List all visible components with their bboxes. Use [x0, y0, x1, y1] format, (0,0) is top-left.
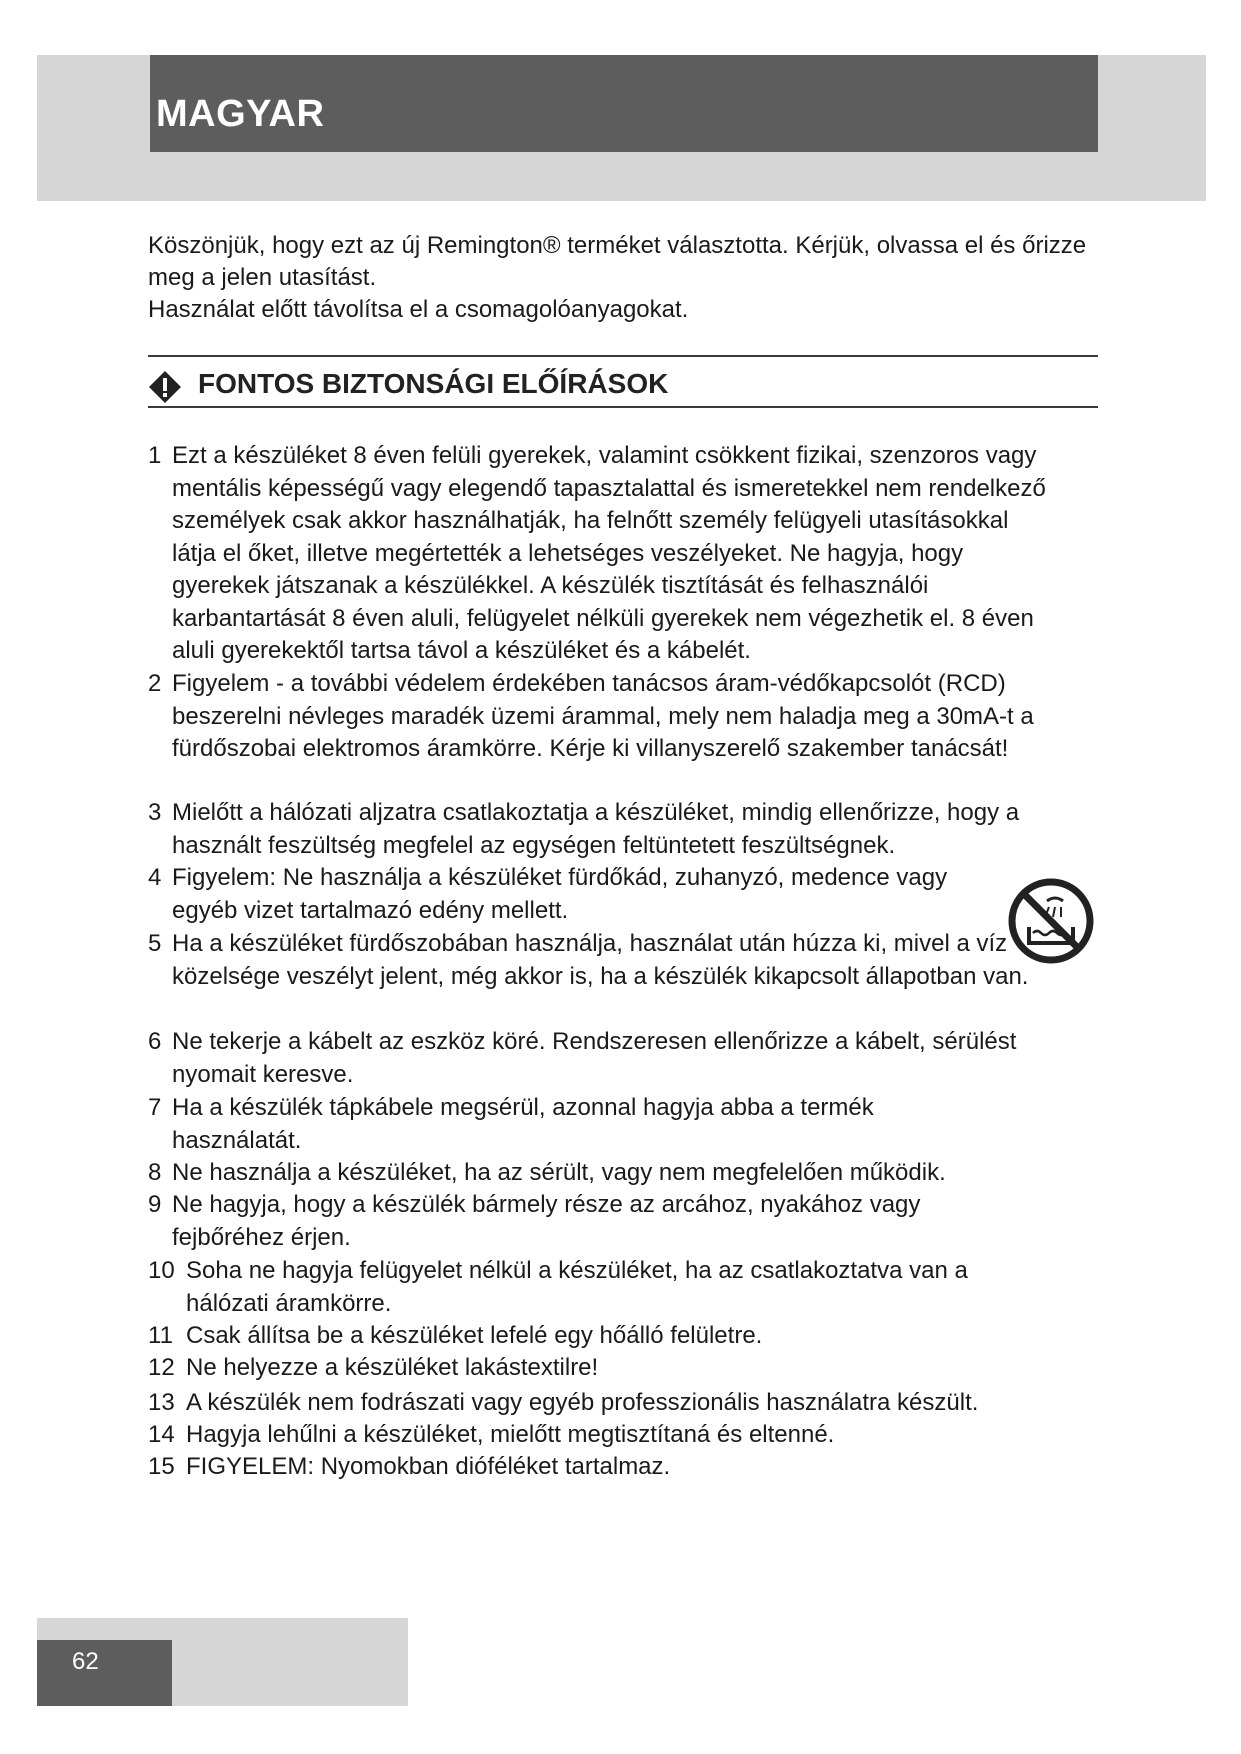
page-title: MAGYAR	[156, 93, 325, 135]
section-top-rule	[148, 355, 1098, 357]
section-title: FONTOS BIZTONSÁGI ELŐÍRÁSOK	[198, 368, 669, 399]
list-item: 11 Csak állítsa be a készüléket lefelé egy hőálló felületre.	[148, 1322, 763, 1349]
list-item: 6 Ne tekerje a kábelt az eszköz köré. Rendszeresen ellenőrizze a kábelt, sérülést nyomait keresve.	[148, 1028, 1017, 1088]
list-item: 13 A készülék nem fodrászati vagy egyéb professzionális használatra készült.	[148, 1389, 979, 1416]
list-item: 14 Hagyja lehűlni a készüléket, mielőtt megtisztítaná és eltenné.	[148, 1421, 835, 1448]
list-item: 10 Soha ne hagyja felügyelet nélkül a készüléket, ha az csatlakoztatva van a hálózati áramkörre.	[148, 1257, 968, 1317]
intro-text	[148, 230, 1088, 326]
list-item: 9 Ne hagyja, hogy a készülék bármely része az arcához, nyakához vagy fejbőréhez érjen.	[148, 1191, 921, 1251]
no-water-warning-icon	[1007, 877, 1095, 965]
intro-line-1: Köszönjük, hogy ezt az új Remington® terméket választotta. Kérjük, olvassa el és őrizze meg a jelen utasítást.	[148, 232, 1087, 291]
list-item: 3 Mielőtt a hálózati aljzatra csatlakoztatja a készüléket, mindig ellenőrizze, hogy a használt feszültség megfelel az egységen feltüntetett feszültségnek.	[148, 799, 1020, 859]
footer-box	[37, 1640, 172, 1706]
list-item: 7 Ha a készülék tápkábele megsérül, azonnal hagyja abba a termék használatát.	[148, 1094, 874, 1154]
warning-diamond-icon	[148, 370, 182, 404]
list-item: 1 Ezt a készüléket 8 éven felüli gyerekek, valamint csökkent fizikai, szenzoros vagy mentális képességű vagy elegendő tapasztalattal és ismeretekkel nem rendelkező személyek csak akkor használhatják, ha felnőtt személy felügyeli utasításokkal látja el őket, illetve megértették a lehetséges veszélyeket. Ne hagyja, hogy gyerekek játszanak a készülékkel. A készülék tisztítását és felhasználói karbantartását 8 éven aluli, felügyelet nélküli gyerekek nem végezhetik el. 8 éven aluli gyerekektől tartsa távol a készüléket és a kábelét.	[148, 442, 1046, 664]
section-bottom-rule	[148, 406, 1098, 408]
list-item: 8 Ne használja a készüléket, ha az sérült, vagy nem megfelelően működik.	[148, 1159, 946, 1186]
list-item: 4 Figyelem: Ne használja a készüléket fürdőkád, zuhanyzó, medence vagy egyéb vizet tartalmazó edény mellett.	[148, 864, 948, 924]
list-item: 12 Ne helyezze a készüléket lakástextilre!	[148, 1354, 599, 1381]
intro-line-2: Használat előtt távolítsa el a csomagolóanyagokat.	[148, 296, 689, 323]
list-item: 15 FIGYELEM: Nyomokban dióféléket tartalmaz.	[148, 1453, 671, 1480]
page-number: 62	[72, 1648, 99, 1675]
list-item: 2 Figyelem - a további védelem érdekében tanácsos áram-védőkapcsolót (RCD) beszerelni névleges maradék üzemi árammal, mely nem haladja meg a 30mA-t a fürdőszobai elektromos áramkörre. Kérje ki villanyszerelő szakember tanácsát!	[148, 670, 1034, 762]
list-item: 5 Ha a készüléket fürdőszobában használja, használat után húzza ki, mivel a víz közelsége veszélyt jelent, még akkor is, ha a készülék kikapcsolt állapotban van.	[148, 930, 1029, 990]
